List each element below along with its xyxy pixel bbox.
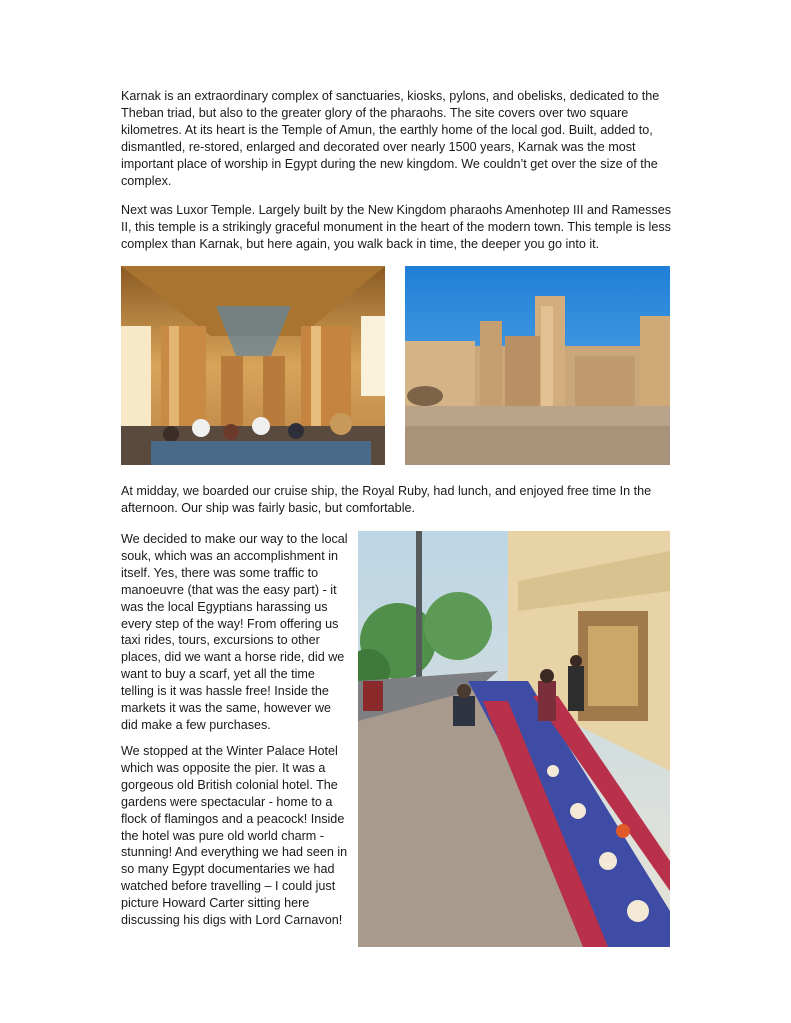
paragraph-winter-palace: We stopped at the Winter Palace Hotel which was opposite the pier. It was a gorgeous old British colonial hotel. The gardens were spectacular - home to a flock of flamingos and a peacock! Inside the hotel was pure old world charm - stunning! And everything we had seen in so many Egypt documentaries we had watched before travelling – I could just picture Howard Carter sitting here discussing his digs with Lord Carnavon! bbox=[121, 744, 348, 928]
paragraph-luxor-temple: Next was Luxor Temple. Largely built by the New Kingdom pharaohs Amenhotep III and Ramesses II, this temple is a strikingly graceful monument in the heart of the modern town. This temple is less complex than Karnak, but here again, you walk back in time, the deeper you go into it. bbox=[121, 203, 671, 251]
photo-temple-statues bbox=[405, 266, 670, 465]
paragraph-cruise-ship: At midday, we boarded our cruise ship, the Royal Ruby, had lunch, and enjoyed free time In the afternoon. Our ship was fairly basic, but comfortable. bbox=[121, 484, 652, 515]
paragraph-karnak: Karnak is an extraordinary complex of sanctuaries, kiosks, pylons, and obelisks, dedicated to the Theban triad, but also to the greater glory of the pharaohs. The site covers over two square kilometres. At its heart is the Temple of Amun, the earthly home of the local god. Built, added to, dismantled, re-stored, enlarged and decorated over nearly 1500 years, Karnak was the most important place of worship in Egypt during the new kingdom. We couldn’t get over the size of the complex. bbox=[121, 89, 660, 188]
photo-street-feast bbox=[358, 531, 670, 947]
paragraph-souk: We decided to make our way to the local souk, which was an accomplishment in itself. Yes, there was some traffic to manoeuvre (that was the easy part) - it was the local Egyptians harassing us every step of the way! From offering us taxi rides, tours, excursions to other places, did we want a horse ride, did we want to buy a scarf, yet all the time telling is it was hassle free! Inside the markets it was the same, however we did make a few purchases. bbox=[121, 532, 348, 732]
photo-temple-columns bbox=[121, 266, 385, 465]
